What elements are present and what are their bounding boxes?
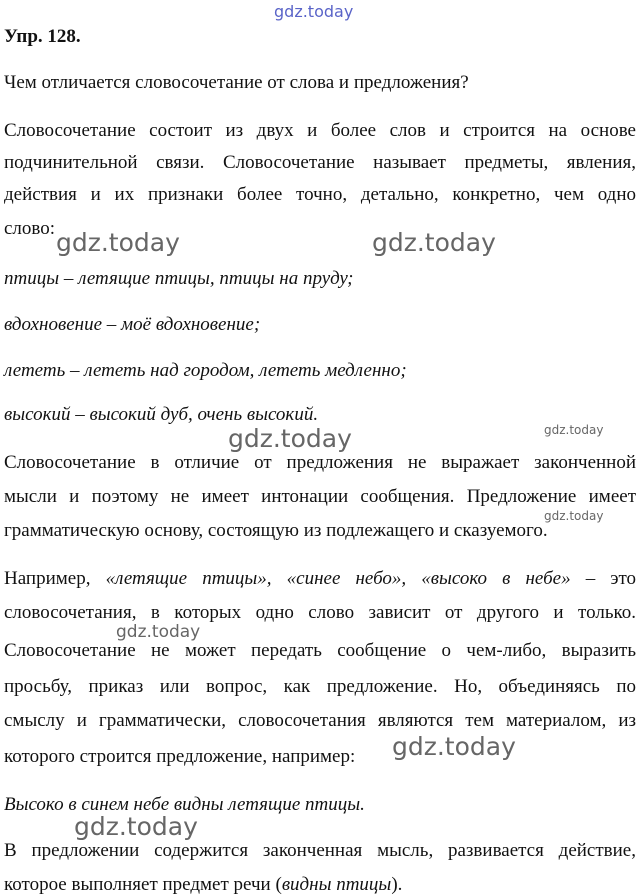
question-text: Чем отличается словосочетание от слова и предложения? — [4, 72, 469, 93]
paragraph-line: подчинительной связи. Словосочетание называет предметы, явления, — [4, 152, 636, 173]
watermark-overlay: gdz.today — [56, 228, 180, 257]
example-phrase: «летящие птицы», — [105, 568, 272, 589]
watermark-overlay: gdz.today — [392, 732, 516, 761]
paragraph-line: действия и их признаки более точно, детально, конкретно, чем одно — [4, 184, 636, 205]
watermark-overlay: gdz.today — [74, 812, 198, 841]
paragraph-line: В предложении содержится законченная мысль, развивается действие, — [4, 840, 636, 861]
paragraph-line: которого строится предложение, например: — [4, 746, 356, 767]
paragraph-line: мысли и поэтому не имеет интонации сообщения. Предложение имеет — [4, 486, 636, 507]
watermark-overlay: gdz.today — [544, 423, 604, 437]
lead-text: Например, — [4, 568, 91, 589]
paragraph-line: Словосочетание состоит из двух и более слов и строится на основе — [4, 120, 636, 141]
paragraph-line: смыслу и грамматически, словосочетания являются тем материалом, из — [4, 710, 636, 731]
tail-text: – это — [585, 568, 637, 589]
example-phrase: «синее небо», — [286, 568, 407, 589]
paragraph-line: Словосочетание не может передать сообщение о чем-либо, выразить — [4, 640, 636, 661]
watermark-overlay: gdz.today — [544, 509, 604, 523]
predicate-example: видны птицы — [281, 874, 392, 895]
example-item: вдохновение – моё вдохновение; — [4, 314, 261, 335]
example-phrase: «высоко в небе» — [421, 568, 571, 589]
watermark-top: gdz.today — [274, 2, 354, 21]
example-sentence: Высоко в синем небе видны летящие птицы. — [4, 794, 365, 815]
example-item: высокий – высокий дуб, очень высокий. — [4, 404, 319, 425]
watermark-overlay: gdz.today — [372, 228, 496, 257]
paragraph-line — [4, 568, 636, 590]
paragraph-line: слово: — [4, 218, 56, 239]
paragraph-line: словосочетания, в которых одно слово зависит от другого и только. — [4, 602, 636, 623]
watermark-overlay: gdz.today — [228, 424, 352, 453]
example-item: птицы – летящие птицы, птицы на пруду; — [4, 268, 354, 289]
paragraph-line: Словосочетание в отличие от предложения не выражает законченной — [4, 452, 636, 473]
paragraph-line: просьбу, приказ или вопрос, как предложение. Но, объединяясь по — [4, 676, 636, 697]
example-item: лететь – лететь над городом, лететь медленно; — [4, 360, 407, 381]
paragraph-line: грамматическую основу, состоящую из подлежащего и сказуемого. — [4, 520, 548, 541]
watermark-overlay: gdz.today — [116, 622, 201, 642]
exercise-title: Упр. 128. — [4, 26, 81, 47]
paragraph-line: которое выполняет предмет речи (видны птицы). — [4, 874, 403, 895]
